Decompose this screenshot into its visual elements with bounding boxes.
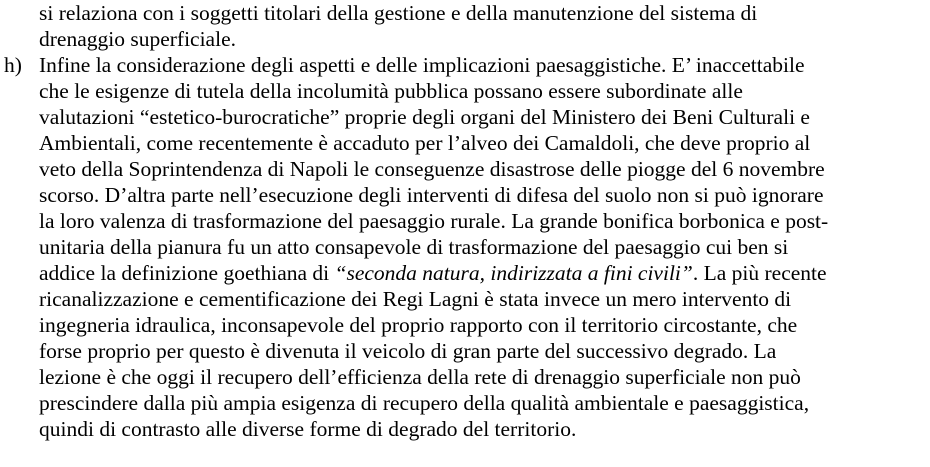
- item-h-line-11: ingegneria idraulica, inconsapevole del proprio rapporto con il territorio circostante, che: [39, 313, 798, 337]
- goethe-quote: “seconda natura, indirizzata a fini civili”: [334, 261, 693, 285]
- prev-item-line-1: si relaziona con i soggetti titolari della gestione e della manutenzione del sistema di: [39, 1, 758, 25]
- item-h-marker: h): [4, 53, 22, 77]
- line-9-after: . La più recente: [692, 261, 827, 285]
- prev-item-line-2: drenaggio superficiale.: [39, 27, 236, 51]
- item-h-line-13: lezione è che oggi il recupero dell’efficienza della rete di drenaggio superficiale non può: [39, 365, 801, 389]
- item-h-line-14: prescindere dalla più ampia esigenza di recupero della qualità ambientale e paesaggistica,: [39, 391, 810, 415]
- item-h-line-6: scorso. D’altra parte nell’esecuzione degli interventi di difesa del suolo non si può ignorare: [39, 183, 824, 207]
- item-h-line-3: valutazioni “estetico-burocratiche” proprie degli organi del Ministero dei Beni Culturali e: [39, 105, 810, 129]
- line-9-before: addice la definizione goethiana di: [39, 261, 335, 285]
- item-h-line-2: che le esigenze di tutela della incolumità pubblica possano essere subordinate alle: [39, 79, 743, 103]
- item-h-line-8: unitaria della pianura fu un atto consapevole di trasformazione del paesaggio cui ben si: [39, 235, 789, 259]
- item-h-line-7: la loro valenza di trasformazione del paesaggio rurale. La grande bonifica borbonica e post-: [39, 209, 829, 233]
- item-h-line-15: quindi di contrasto alle diverse forme di degrado del territorio.: [39, 417, 577, 441]
- item-h-line-5: veto della Soprintendenza di Napoli le conseguenze disastrose delle piogge del 6 novembre: [39, 157, 825, 181]
- item-h-line-9: [39, 260, 827, 286]
- item-h-line-1: Infine la considerazione degli aspetti e delle implicazioni paesaggistiche. E’ inaccettabile: [39, 53, 805, 77]
- item-h-line-10: ricanalizzazione e cementificazione dei Regi Lagni è stata invece un mero intervento di: [39, 287, 792, 311]
- item-h-line-4: Ambientali, come recentemente è accaduto per l’alveo dei Camaldoli, che deve proprio al: [39, 131, 811, 155]
- item-h-line-12: forse proprio per questo è divenuta il veicolo di gran parte del successivo degrado. La: [39, 339, 777, 363]
